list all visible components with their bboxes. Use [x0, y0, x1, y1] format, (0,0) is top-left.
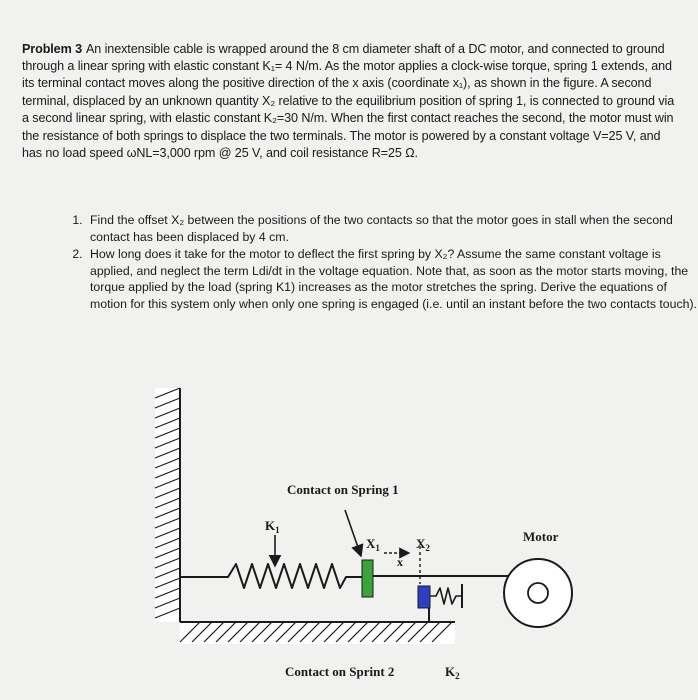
- problem-body: An inextensible cable is wrapped around the 8 cm diameter shaft of a DC motor, and connected to ground through a linear spring with elastic constant K₁= 4 N/m. As the motor applies a clock-wise torque, spring 1 extends, and its terminal contact moves along the positive direction of the x axis (coordinate x₁), as shown in the figure. A second terminal, displaced by an unknown quantity X₂ relative to the equilibrium position of spring 1, is connected to ground via a second linear spring, with elastic constant K₂=30 N/m. When the first contact reaches the second, the motor must win the resistance of both springs to displace the two terminals. The motor is powered by a constant voltage V=25 V, and has no load speed ωNL=3,000 rpm @ 25 V, and coil resistance R=25 Ω.: [22, 41, 675, 161]
- problem-heading: Problem 3: [22, 41, 82, 56]
- problem-statement: [22, 41, 682, 163]
- label-x1-letter: X: [366, 536, 376, 551]
- label-motor: Motor: [523, 529, 559, 544]
- label-k1-sub: 1: [275, 525, 280, 535]
- label-x2-sub: 2: [425, 543, 430, 553]
- label-x2-letter: X: [416, 536, 426, 551]
- spring-2: [430, 588, 462, 604]
- label-k1: [265, 518, 280, 535]
- ground-wall: [155, 388, 180, 622]
- ground-floor: [180, 622, 455, 644]
- label-contact-spring-2: Contact on Sprint 2: [285, 664, 395, 679]
- motor-spring-diagram: [0, 370, 698, 700]
- question-list: [62, 212, 698, 314]
- contact-spring-2: [418, 586, 430, 608]
- label-x1: [366, 536, 380, 553]
- label-x1-sub: 1: [375, 543, 380, 553]
- label-k2: [445, 664, 460, 681]
- spring-1: [180, 564, 362, 588]
- question-item: 1. Find the offset X₂ between the positions of the two contacts so that the motor goes in stall when the second contact has been displaced by 4 cm.: [86, 212, 698, 245]
- motor: [504, 559, 572, 627]
- question-item: 2. How long does it take for the motor to deflect the first spring by X₂? Assume the same constant voltage is applied, and neglect the term Ldi/dt in the voltage equation. Note that, as soon as the motor starts moving, the torque applied by the load (spring K1) increases as the motor stretches the spring. Derive the equations of motion for this system only when only one spring is engaged (i.e. until an instant before the two contacts touch).: [86, 246, 698, 312]
- contact-1-pointer: [345, 510, 361, 556]
- label-x2: [416, 536, 430, 553]
- label-x-axis: x: [397, 555, 403, 569]
- label-k2-letter: K: [445, 664, 456, 679]
- label-k2-sub: 2: [455, 671, 460, 681]
- label-k1-letter: K: [265, 518, 276, 533]
- contact-spring-1: [362, 560, 373, 597]
- label-contact-spring-1: Contact on Spring 1: [287, 482, 399, 497]
